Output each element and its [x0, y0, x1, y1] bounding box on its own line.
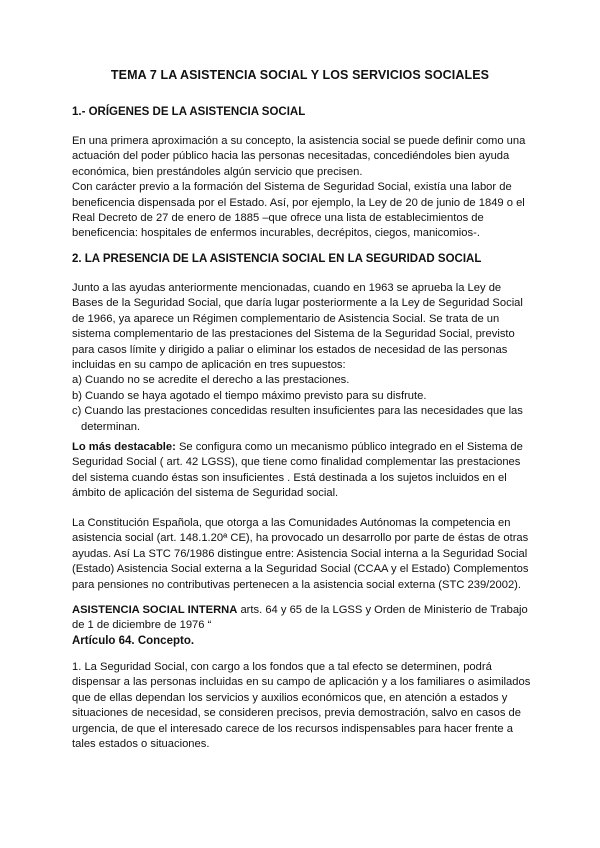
constitution-paragraph [72, 516, 532, 593]
interna-reference: arts. 64 y 65 de la LGSS y Orden de Ministerio de Trabajo de 1 de diciembre de 1976 “ [72, 604, 528, 632]
section1-body [72, 134, 532, 242]
highlight-label: Lo más destacable: [72, 441, 176, 453]
section1-heading: 1.- ORÍGENES DE LA ASISTENCIA SOCIAL [72, 106, 306, 118]
section1-paragraph-1: En una primera aproximación a su concepto, la asistencia social se puede definir como una actuación del poder público hacia las personas necesitadas, concediéndoles bien ayuda económica, bien prestándoles algún servicio que precisen. [72, 135, 526, 178]
article-64-heading: Artículo 64. Concepto. [72, 634, 195, 647]
list-item-b: b) Cuando se haya agotado el tiempo máximo previsto para su disfrute. [72, 389, 427, 402]
section2-heading: 2. LA PRESENCIA DE LA ASISTENCIA SOCIAL EN LA SEGURIDAD SOCIAL [72, 253, 482, 265]
article-64-text: 1. La Seguridad Social, con cargo a los fondos que a tal efecto se determinen, podrá dispensar a las personas incluidas en su campo de aplicación y a los familiares o asimilados que de ellas dependan los servicios y auxilios económicos que, en atención a estados y situaciones de necesidad, se consideren precisos, previa demostración, salvo en casos de urgencia, de que el interesado carece de los recursos indispensables para hacer frente a tales estados o situaciones. [72, 661, 531, 751]
constitution-text: La Constitución Española, que otorga a las Comunidades Autónomas la competencia en asistencia social (art. 148.1.20ª CE), ha provocado un desarrollo por parte de éstas de otras ayudas. Así La STC 76/1986 distingue entre: Asistencia Social interna a la Seguridad Social (Estado) Asistencia Social externa a la Seguridad Social (CCAA y el Estado) Complementos para pensiones no contributivas pertenecen a la asistencia social externa (STC 239/2002). [72, 517, 529, 591]
article-64-body [72, 660, 532, 752]
list-item-c: c) Cuando las prestaciones concedidas resulten insuficientes para las necesidades que las determinan. [72, 405, 523, 433]
section1-paragraph-2: Con carácter previo a la formación del Sistema de Seguridad Social, existía una labor de beneficencia dispensada por el Estado. Así, por ejemplo, la Ley de 20 de junio de 1849 o el Real Decreto de 27 de enero de 1885 –que ofrece una lista de establecimientos de beneficencia: hospitales de enfermos incurables, decrépitos, ciegos, manicomios-. [72, 181, 525, 240]
list-item-a: a) Cuando no se acredite el derecho a las prestaciones. [72, 374, 350, 387]
document-title: TEMA 7 LA ASISTENCIA SOCIAL Y LOS SERVICIOS SOCIALES [110, 68, 490, 82]
section2-body [72, 281, 532, 435]
interna-section [72, 603, 532, 649]
section2-paragraph-1: Junto a las ayudas anteriormente mencionadas, cuando en 1963 se aprueba la Ley de Bases de la Seguridad Social, que daría lugar posteriormente a la Ley de Seguridad Social de 1966, ya aparece un Régimen complementario de Asistencia Social. Se trata de un sistema complementario de las prestaciones del Sistema de la Seguridad Social, previsto para casos límite y dirigido a paliar o eliminar los estados de necesidad de las personas incluidas en su campo de aplicación en tres supuestos: [72, 282, 523, 372]
highlight-paragraph [72, 440, 532, 502]
highlight-text: Se configura como un mecanismo público integrado en el Sistema de Seguridad Social ( art. 42 LGSS), que tiene como finalidad complementar las prestaciones del sistema cuando éstas son insuficientes . Está destinada a los sujetos incluidos en el ámbito de aplicación del sistema de Seguridad social. [72, 441, 523, 500]
interna-label: ASISTENCIA SOCIAL INTERNA [72, 604, 238, 616]
